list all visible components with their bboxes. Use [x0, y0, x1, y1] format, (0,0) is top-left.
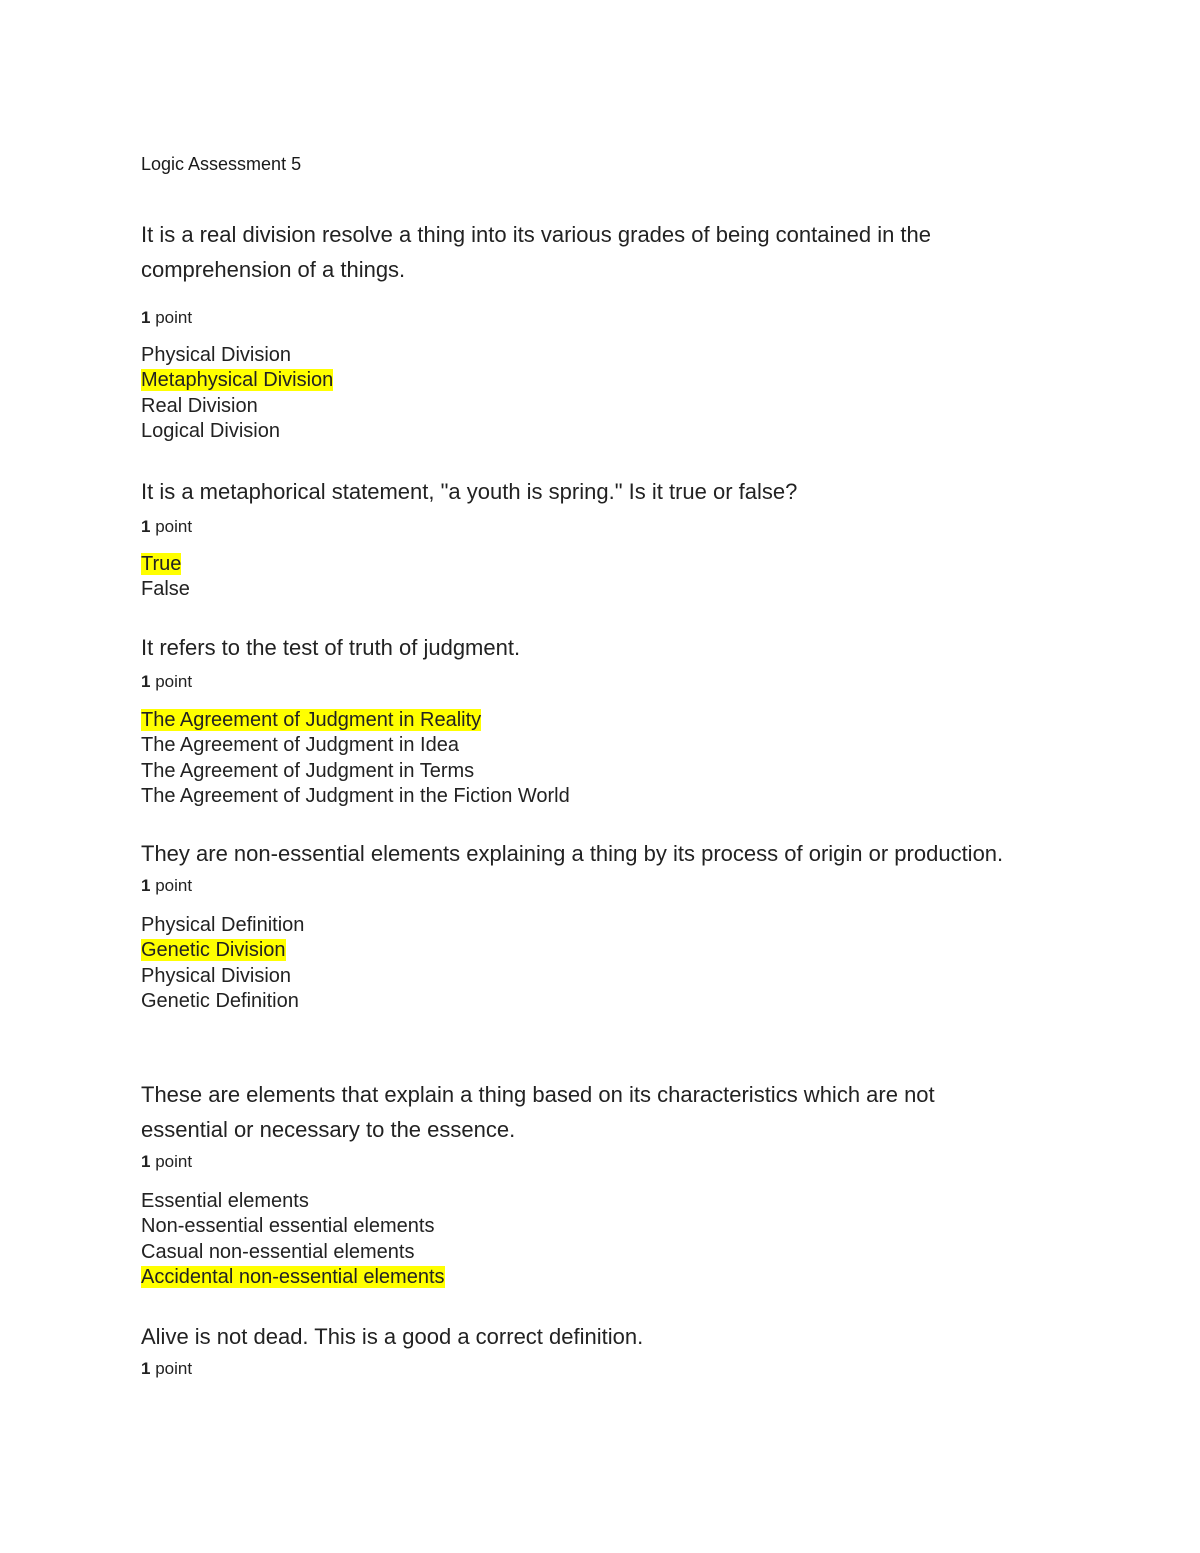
- option-label: Physical Division: [141, 344, 292, 366]
- question-5: [141, 1077, 1011, 1290]
- question-1: [141, 217, 1011, 444]
- option-label: Non-essential essential elements: [141, 1215, 435, 1238]
- question-text: These are elements that explain a thing based on its characteristics which are not essential or necessary to the essence.: [141, 1082, 935, 1142]
- answer-option[interactable]: [141, 394, 1011, 419]
- points-label: point: [155, 308, 193, 327]
- option-label: The Agreement of Judgment in Idea: [141, 734, 459, 757]
- question-points: [141, 1358, 1011, 1380]
- answer-option[interactable]: [141, 913, 1011, 938]
- points-number: 1: [141, 672, 151, 691]
- answer-option[interactable]: [141, 1265, 1011, 1290]
- answer-options: [141, 343, 1011, 444]
- answer-option[interactable]: [141, 784, 1011, 809]
- points-number: 1: [141, 876, 151, 895]
- answer-options: [141, 913, 1011, 1014]
- answer-options: [141, 552, 1011, 603]
- option-label-highlighted: True: [141, 553, 182, 575]
- answer-option[interactable]: [141, 577, 1011, 602]
- option-label: Physical Definition: [141, 914, 305, 936]
- option-label-highlighted: The Agreement of Judgment in Reality: [141, 709, 482, 731]
- option-label: Genetic Definition: [141, 989, 299, 1012]
- option-label: False: [141, 578, 190, 601]
- question-points: [141, 516, 1011, 538]
- option-label: The Agreement of Judgment in Terms: [141, 759, 475, 782]
- answer-option[interactable]: [141, 419, 1011, 444]
- answer-option[interactable]: [141, 1240, 1011, 1265]
- option-label: The Agreement of Judgment in the Fiction World: [141, 784, 570, 807]
- question-2: [141, 474, 1011, 603]
- answer-option[interactable]: [141, 343, 1011, 368]
- answer-option[interactable]: [141, 708, 1011, 733]
- answer-option[interactable]: [141, 552, 1011, 577]
- question-text: It refers to the test of truth of judgment.: [141, 635, 521, 660]
- answer-option[interactable]: [141, 1189, 1011, 1214]
- points-label: point: [155, 517, 193, 536]
- points-number: 1: [141, 1152, 151, 1171]
- answer-option[interactable]: [141, 964, 1011, 989]
- answer-option[interactable]: [141, 733, 1011, 758]
- question-points: [141, 307, 1011, 329]
- points-number: 1: [141, 517, 151, 536]
- points-label: point: [155, 672, 193, 691]
- answer-option[interactable]: [141, 759, 1011, 784]
- question-points: [141, 1151, 1011, 1173]
- question-text: Alive is not dead. This is a good a correct definition.: [141, 1324, 644, 1349]
- option-label: Casual non-essential elements: [141, 1240, 415, 1263]
- answer-option[interactable]: [141, 368, 1011, 393]
- option-label: Essential elements: [141, 1190, 309, 1212]
- option-label: Physical Division: [141, 964, 292, 987]
- question-text: It is a real division resolve a thing into its various grades of being contained in the comprehension of a things.: [141, 222, 932, 282]
- option-label-highlighted: Genetic Division: [141, 939, 286, 962]
- document-title: Logic Assessment 5: [141, 154, 302, 174]
- answer-option[interactable]: [141, 938, 1011, 963]
- question-3: [141, 630, 1011, 809]
- option-label-highlighted: Metaphysical Division: [141, 369, 334, 392]
- question-text: They are non-essential elements explaining a thing by its process of origin or production.: [141, 841, 1004, 866]
- points-number: 1: [141, 1359, 151, 1378]
- question-6: [141, 1319, 1011, 1380]
- option-label: Logical Division: [141, 419, 280, 442]
- answer-options: [141, 708, 1011, 809]
- points-label: point: [155, 1359, 193, 1378]
- answer-option[interactable]: [141, 1214, 1011, 1239]
- question-4: [141, 836, 1011, 1014]
- option-label-highlighted: Accidental non-essential elements: [141, 1265, 445, 1288]
- question-points: [141, 875, 1011, 897]
- question-text: It is a metaphorical statement, "a youth is spring." Is it true or false?: [141, 479, 798, 504]
- points-number: 1: [141, 308, 151, 327]
- answer-option[interactable]: [141, 989, 1011, 1014]
- option-label: Real Division: [141, 394, 258, 417]
- question-points: [141, 671, 1011, 693]
- points-label: point: [155, 1152, 193, 1171]
- answer-options: [141, 1189, 1011, 1290]
- points-label: point: [155, 876, 193, 895]
